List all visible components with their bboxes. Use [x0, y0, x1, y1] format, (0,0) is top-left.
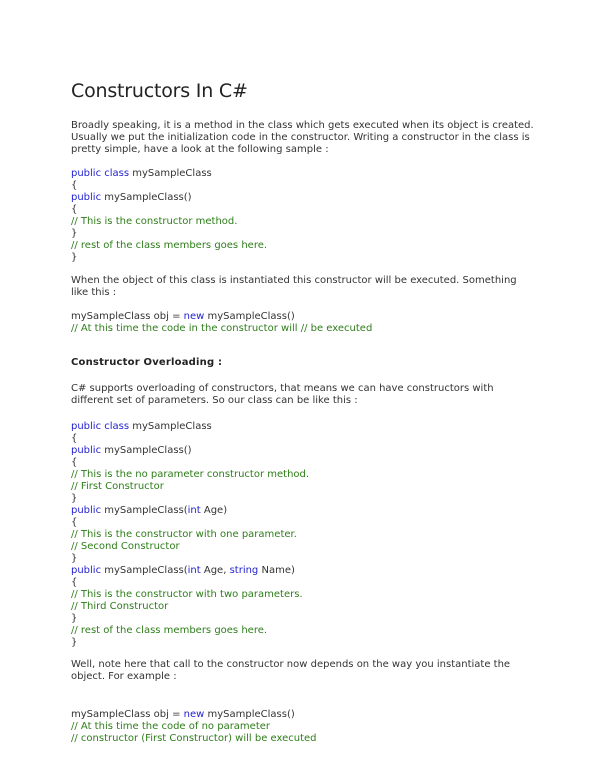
code-comment: // This is the constructor with one parameter. — [71, 529, 297, 540]
code-comment: // At this time the code of no parameter — [71, 721, 271, 732]
code-line — [71, 529, 309, 541]
code-line — [71, 565, 309, 577]
code-keyword: int — [187, 505, 201, 516]
code-line — [71, 421, 309, 433]
code-text: mySampleClass( — [101, 505, 188, 516]
code-text: mySampleClass() — [101, 192, 192, 203]
code-text: mySampleClass() — [204, 311, 295, 322]
code-line — [71, 433, 309, 445]
code-block-object — [71, 311, 372, 335]
code-keyword: public class — [71, 421, 130, 432]
code-text: Age, — [200, 565, 230, 576]
code-text: { — [71, 517, 78, 528]
paragraph-line: like this : — [71, 287, 117, 298]
paragraph-line: C# supports overloading of constructors, that means we can have constructors with — [71, 383, 494, 394]
code-line — [71, 252, 267, 264]
code-line — [71, 601, 309, 613]
code-line — [71, 541, 309, 553]
code-line — [71, 216, 267, 228]
code-line — [71, 493, 309, 505]
code-line — [71, 505, 309, 517]
code-comment: // rest of the class members goes here. — [71, 240, 268, 251]
paragraph-line: Well, note here that call to the constructor now depends on the way you instantiate the — [71, 659, 511, 670]
code-keyword: public class — [71, 168, 130, 179]
code-comment: // This is the constructor method. — [71, 216, 238, 227]
code-line — [71, 240, 267, 252]
code-text: } — [71, 493, 78, 504]
code-text: mySampleClass obj = — [71, 311, 184, 322]
code-text: { — [71, 457, 78, 468]
code-line — [71, 721, 317, 733]
code-keyword: public — [71, 565, 102, 576]
code-comment: // At this time the code in the constructor will // be executed — [71, 323, 373, 334]
paragraph-line: Usually we put the initialization code in the constructor. Writing a constructor in the class is — [71, 132, 530, 143]
code-text: } — [71, 613, 78, 624]
code-comment: // First Constructor — [71, 481, 164, 492]
paragraph-line: different set of parameters. So our class can be like this : — [71, 395, 358, 406]
code-text: mySampleClass() — [101, 445, 192, 456]
code-line — [71, 517, 309, 529]
code-line — [71, 445, 309, 457]
code-line — [71, 192, 267, 204]
paragraph-line: pretty simple, have a look at the following sample : — [71, 144, 329, 155]
paragraph-instantiate — [71, 659, 510, 683]
code-text: Age) — [200, 505, 228, 516]
paragraph-line: When the object of this class is instantiated this constructor will be executed. Something — [71, 275, 517, 286]
code-line — [71, 311, 372, 323]
page-title: Constructors In C# — [71, 80, 248, 102]
code-line — [71, 733, 317, 745]
section-heading-overloading: Constructor Overloading : — [71, 357, 223, 368]
code-text: mySampleClass( — [101, 565, 188, 576]
code-keyword: public — [71, 505, 102, 516]
code-keyword: new — [183, 709, 205, 720]
code-block-example — [71, 709, 317, 745]
code-comment: // rest of the class members goes here. — [71, 625, 268, 636]
code-text: mySampleClass — [129, 421, 212, 432]
code-comment: // Third Constructor — [71, 601, 169, 612]
code-text: } — [71, 228, 78, 239]
code-comment: // This is the no parameter constructor method. — [71, 469, 310, 480]
code-text: { — [71, 180, 78, 191]
code-line — [71, 168, 267, 180]
code-line — [71, 180, 267, 192]
code-line — [71, 469, 309, 481]
code-block-class — [71, 168, 267, 264]
code-text: mySampleClass() — [204, 709, 295, 720]
code-keyword: public — [71, 192, 102, 203]
code-text: mySampleClass — [129, 168, 212, 179]
paragraph-line: Broadly speaking, it is a method in the class which gets executed when its object is created. — [71, 120, 534, 131]
code-line — [71, 204, 267, 216]
code-line — [71, 613, 309, 625]
code-text: { — [71, 204, 78, 215]
code-line — [71, 625, 309, 637]
code-text: { — [71, 433, 78, 444]
code-text: } — [71, 252, 78, 263]
code-text: Name) — [258, 565, 295, 576]
code-line — [71, 589, 309, 601]
paragraph-overloading — [71, 383, 494, 407]
code-line — [71, 577, 309, 589]
code-line — [71, 228, 267, 240]
code-line — [71, 637, 309, 649]
code-text: mySampleClass obj = — [71, 709, 184, 720]
paragraph-instantiation — [71, 275, 517, 299]
code-keyword: new — [183, 311, 205, 322]
code-text: { — [71, 577, 78, 588]
code-line — [71, 323, 372, 335]
paragraph-line: object. For example : — [71, 671, 177, 682]
intro-paragraph — [71, 120, 534, 156]
code-comment: // Second Constructor — [71, 541, 180, 552]
code-text: } — [71, 553, 78, 564]
code-line — [71, 457, 309, 469]
code-keyword: public — [71, 445, 102, 456]
code-line — [71, 481, 309, 493]
code-block-overloaded-class — [71, 421, 309, 649]
code-line — [71, 553, 309, 565]
code-comment: // constructor (First Constructor) will be executed — [71, 733, 317, 744]
code-keyword: int — [187, 565, 201, 576]
code-keyword: string — [229, 565, 259, 576]
code-text: } — [71, 637, 78, 648]
code-comment: // This is the constructor with two parameters. — [71, 589, 303, 600]
code-line — [71, 709, 317, 721]
